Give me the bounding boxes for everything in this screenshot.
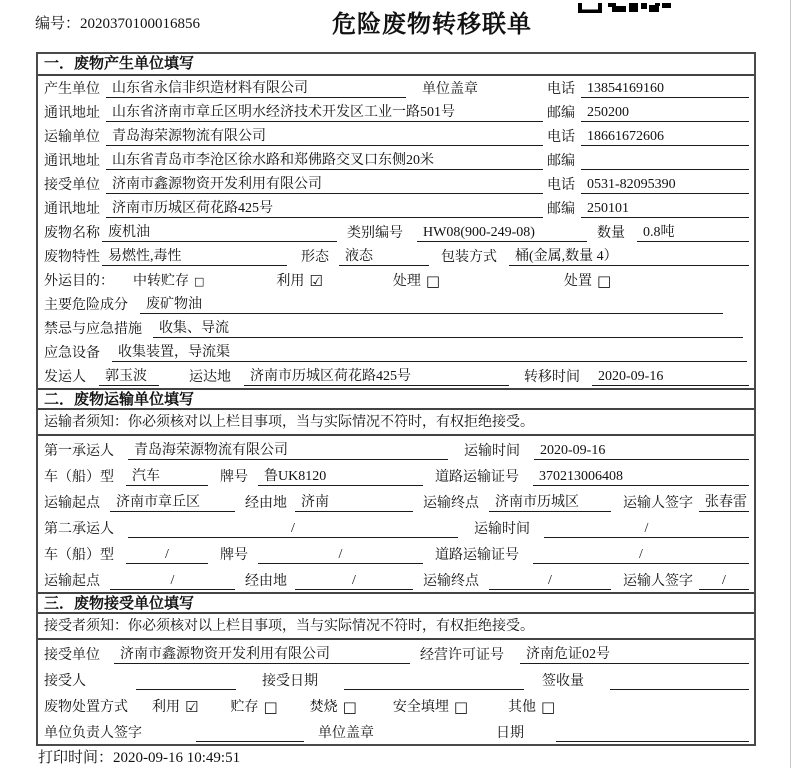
section-producer	[38, 54, 754, 388]
zip-label: 邮编	[547, 202, 575, 217]
disposal-landfill-label: 安全填埋	[392, 700, 449, 715]
row-carrier2-route	[38, 566, 754, 592]
qr-code-fragment-icon	[578, 0, 674, 18]
row-disposal	[38, 692, 754, 718]
producer-label: 产生单位	[44, 82, 100, 97]
manifest-sheet	[36, 52, 756, 746]
quantity-label: 数量	[597, 226, 625, 241]
consignor-label: 发运人	[44, 370, 86, 385]
transporter-notice: 运输者须知：你必须核对以上栏目事项，当与实际情况不符时，有权拒绝接受。	[38, 410, 754, 436]
row-receiver-address	[38, 196, 754, 220]
road-license-label: 道路运输证号	[435, 548, 519, 563]
date-label: 日期	[496, 726, 524, 741]
row-receive-unit	[38, 640, 754, 666]
receive-unit-value: 济南市鑫源物资开发利用有限公司	[114, 643, 410, 664]
transporter-zip-value	[581, 169, 749, 170]
recipient-value	[136, 689, 236, 690]
purpose-dispose-checkbox: □	[597, 272, 612, 290]
purpose-transfer-checkbox: □	[194, 275, 205, 288]
permit-label: 经营许可证号	[420, 648, 504, 663]
row-precaution	[38, 316, 754, 340]
purpose-dispose-label: 处置	[564, 274, 593, 289]
carrier2-dest-value: /	[489, 573, 611, 590]
receive-date-value	[344, 689, 524, 690]
consignor-value: 郭玉波	[99, 365, 159, 386]
receiver-label: 接受单位	[44, 178, 100, 193]
section3-heading: 三．废物接受单位填写	[38, 592, 754, 614]
row-carrier1-route	[38, 488, 754, 514]
row-recipient	[38, 666, 754, 692]
receiver-value: 济南市鑫源物资开发利用有限公司	[106, 173, 543, 194]
receive-unit-label: 接受单位	[44, 648, 100, 663]
row-carrier1-vehicle	[38, 462, 754, 488]
category-label: 类别编号	[347, 226, 403, 241]
purpose-treat-label: 处理	[392, 274, 421, 289]
producer-value: 山东省永信非织造材料有限公司	[106, 77, 406, 98]
waste-name-label: 废物名称	[44, 226, 100, 241]
disposal-use-checkbox: ☑	[185, 698, 199, 716]
carrier1-via-value: 济南	[295, 491, 413, 512]
unit-seal-label: 单位盖章	[318, 726, 374, 741]
transporter-label: 运输单位	[44, 130, 100, 145]
precaution-value: 收集、导流	[153, 317, 743, 338]
row-carrier2-vehicle	[38, 540, 754, 566]
purpose-use-checkbox: ☑	[309, 272, 323, 290]
receiver-phone-value: 0531-82095390	[581, 177, 749, 194]
producer-zip-value: 250200	[581, 105, 749, 122]
address-label: 通讯地址	[44, 154, 100, 169]
carrier1-license-value: 370213006408	[533, 469, 749, 486]
precaution-label: 禁忌与应急措施	[44, 322, 142, 337]
phone-label: 电话	[547, 178, 575, 193]
carrier2-via-value: /	[295, 573, 413, 590]
disposal-store-checkbox: □	[263, 698, 278, 716]
dest-label: 运输终点	[423, 574, 479, 589]
via-label: 经由地	[245, 496, 287, 511]
carrier1-time-value: 2020-09-16	[534, 443, 749, 460]
disposal-burn-label: 焚烧	[309, 700, 338, 715]
producer-address-value: 山东省济南市章丘区明水经济技术开发区工业一路501号	[106, 101, 543, 122]
origin-label: 运输起点	[44, 496, 100, 511]
dest-label: 运输终点	[423, 496, 479, 511]
carrier2-vehicle-value: /	[126, 547, 208, 564]
address-label: 通讯地址	[44, 202, 100, 217]
form-label: 形态	[301, 250, 329, 265]
row-consignor	[38, 364, 754, 388]
main-hazard-value: 废矿物油	[140, 293, 723, 314]
received-qty-label: 签收量	[542, 674, 584, 689]
receiver-zip-value: 250101	[581, 201, 749, 218]
page-title: 危险废物转移联单	[332, 12, 532, 38]
road-license-label: 道路运输证号	[435, 470, 519, 485]
transport-time-label: 运输时间	[474, 522, 530, 537]
disposal-store-label: 贮存	[230, 700, 259, 715]
packaging-value: 桶(金属,数量 4）	[509, 245, 749, 266]
row-purpose	[38, 268, 754, 292]
purpose-use-label: 利用	[276, 274, 305, 289]
purpose-treat-checkbox: □	[425, 272, 441, 290]
date-value	[556, 741, 749, 742]
carrier2-plate-value: /	[258, 547, 423, 564]
emergency-equipment-value: 收集装置，导流渠	[112, 341, 747, 362]
destination-value: 济南市历城区荷花路425号	[244, 365, 509, 386]
character-value: 易燃性,毒性	[102, 245, 287, 266]
carrier1-label: 第一承运人	[44, 444, 114, 459]
section-receiver	[38, 592, 754, 744]
via-label: 经由地	[245, 574, 287, 589]
destination-label: 运达地	[189, 370, 231, 385]
head-sign-value	[196, 741, 304, 742]
carrier2-name-value: /	[128, 521, 458, 538]
producer-phone-value: 13854169160	[581, 81, 749, 98]
received-qty-value	[610, 689, 749, 690]
carrier1-dest-value: 济南市历城区	[489, 491, 611, 512]
origin-label: 运输起点	[44, 574, 100, 589]
row-producer-address	[38, 100, 754, 124]
receive-date-label: 接受日期	[262, 674, 318, 689]
seal-label: 单位盖章	[422, 82, 478, 97]
carrier2-time-value: /	[544, 521, 749, 538]
transporter-value: 青岛海荣源物流有限公司	[106, 125, 543, 146]
quantity-value: 0.8吨	[637, 221, 749, 242]
purpose-label: 外运目的：	[44, 274, 114, 289]
carrier1-origin-value: 济南市章丘区	[110, 491, 235, 512]
disposal-other-checkbox: □	[541, 698, 556, 716]
section1-heading: 一．废物产生单位填写	[38, 54, 754, 76]
row-waste-character	[38, 244, 754, 268]
recipient-label: 接受人	[44, 674, 86, 689]
category-value: HW08(900-249-08)	[417, 225, 587, 242]
row-producer	[38, 76, 754, 100]
transfer-date-value: 2020-09-16	[592, 369, 749, 386]
transporter-phone-value: 18661672606	[581, 129, 749, 146]
carrier2-sign-value: /	[699, 573, 749, 590]
phone-label: 电话	[547, 130, 575, 145]
print-time-value: 2020-09-16 10:49:51	[113, 750, 241, 766]
permit-value: 济南危证02号	[520, 643, 749, 664]
disposal-use-label: 利用	[152, 700, 180, 715]
emergency-equipment-label: 应急设备	[44, 346, 100, 361]
row-carrier2	[38, 514, 754, 540]
serial-number	[35, 12, 200, 33]
carrier1-name-value: 青岛海荣源物流有限公司	[128, 439, 448, 460]
disposal-other-label: 其他	[508, 700, 537, 715]
receiver-address-value: 济南市历城区荷花路425号	[106, 197, 543, 218]
row-transporter	[38, 124, 754, 148]
section-transporter	[38, 388, 754, 592]
transport-time-label: 运输时间	[464, 444, 520, 459]
transfer-date-label: 转移时间	[524, 370, 580, 385]
disposal-landfill-checkbox: □	[453, 698, 469, 716]
disposal-label: 废物处置方式	[44, 700, 128, 715]
row-carrier1	[38, 436, 754, 462]
plate-label: 牌号	[220, 548, 248, 563]
row-head-sign	[38, 718, 754, 744]
sign-label: 运输人签字	[623, 496, 693, 511]
carrier1-vehicle-value: 汽车	[126, 465, 208, 486]
row-emergency-equipment	[38, 340, 754, 364]
vehicle-label: 车（船）型	[44, 548, 114, 563]
row-waste-name	[38, 220, 754, 244]
carrier2-label: 第二承运人	[44, 522, 114, 537]
zip-label: 邮编	[547, 154, 575, 169]
phone-label: 电话	[547, 82, 575, 97]
disposal-burn-checkbox: □	[342, 698, 357, 716]
carrier1-sign-value: 张春雷	[699, 491, 749, 512]
row-receiver	[38, 172, 754, 196]
row-main-hazard	[38, 292, 754, 316]
address-label: 通讯地址	[44, 106, 100, 121]
receiver-notice: 接受者须知：你必须核对以上栏目事项，当与实际情况不符时，有权拒绝接受。	[38, 614, 754, 640]
zip-label: 邮编	[547, 106, 575, 121]
serial-value: 2020370100016856	[80, 16, 201, 32]
character-label: 废物特性	[44, 250, 100, 265]
packaging-label: 包装方式	[441, 250, 497, 265]
carrier2-license-value: /	[533, 547, 749, 564]
purpose-transfer-label: 中转贮存	[133, 274, 189, 289]
print-time-label: 打印时间：	[38, 750, 114, 766]
head-sign-label: 单位负责人签字	[44, 726, 142, 741]
waste-name-value: 废机油	[102, 221, 337, 242]
form-value: 液态	[339, 245, 429, 266]
carrier1-plate-value: 鲁UK8120	[258, 465, 423, 486]
vehicle-label: 车（船）型	[44, 470, 114, 485]
carrier2-origin-value: /	[110, 573, 235, 590]
plate-label: 牌号	[220, 470, 248, 485]
print-time	[38, 746, 240, 767]
main-hazard-label: 主要危险成分	[44, 298, 128, 313]
row-transporter-address	[38, 148, 754, 172]
transporter-address-value: 山东省青岛市李沧区徐水路和郑佛路交叉口东侧20米	[106, 149, 543, 170]
scan-page-edge	[790, 0, 791, 768]
sign-label: 运输人签字	[623, 574, 693, 589]
section2-heading: 二．废物运输单位填写	[38, 388, 754, 410]
serial-label: 编号：	[35, 16, 81, 32]
